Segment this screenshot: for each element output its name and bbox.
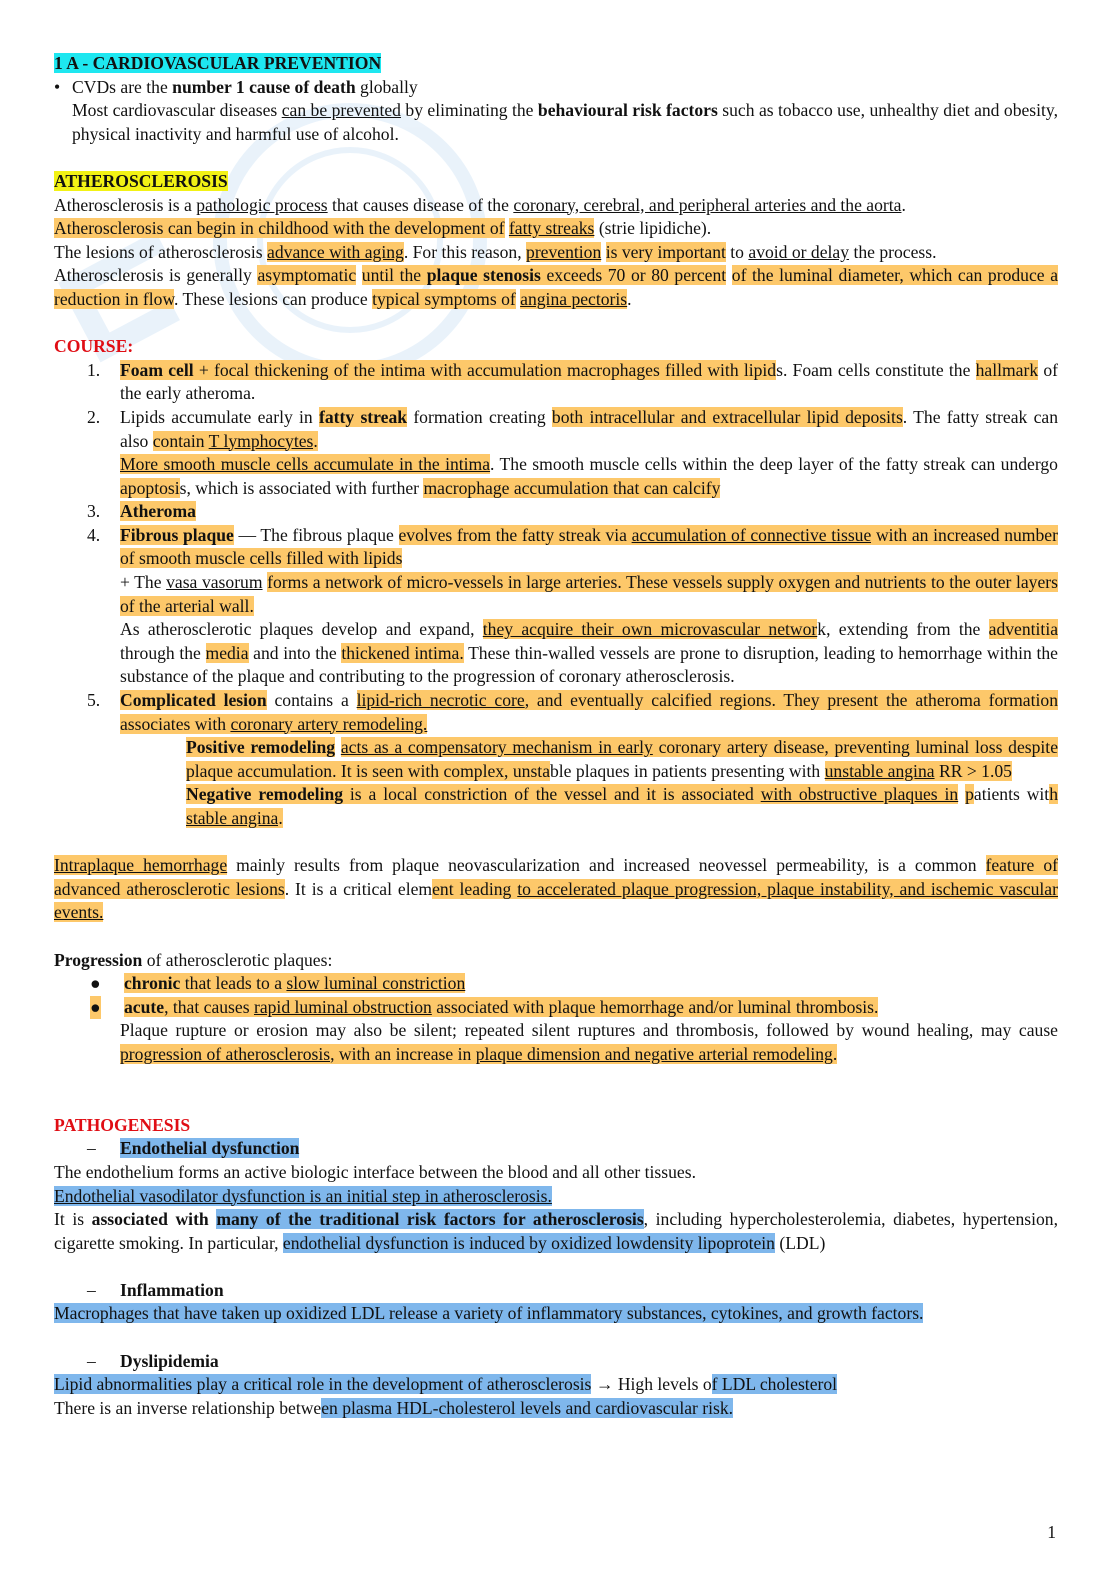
course-heading: COURSE: xyxy=(54,336,134,357)
arrow-right-icon: → xyxy=(595,1374,614,1395)
progression-chronic: ● chronic that leads to a slow luminal constriction xyxy=(54,972,1058,996)
positive-remodeling: Positive remodeling acts as a compensatory mechanism in early coronary artery disease, preventing luminal loss despite plaque accumulation. It is seen with complex, unstable plaques in patients presenting with unstable angina RR > 1.05 xyxy=(186,737,1058,781)
page-number: 1 xyxy=(1047,1522,1056,1542)
athero-p3: The lesions of atherosclerosis advance with aging. For this reason, prevention is very important to avoid or delay the process. xyxy=(54,241,937,262)
inflammation-heading: – Inflammation xyxy=(87,1279,224,1300)
doc-title: 1 A - CARDIOVASCULAR PREVENTION xyxy=(54,53,382,73)
intro-bullet: • CVDs are the number 1 cause of death globally xyxy=(54,76,1058,100)
bullet-icon: ● xyxy=(90,996,101,1020)
endothelial-p1: The endothelium forms an active biologic interface between the blood and all other tissues. xyxy=(54,1161,696,1182)
inflammation-p: Macrophages that have taken up oxidized LDL release a variety of inflammatory substances, cytokines, and growth factors. xyxy=(54,1303,924,1324)
bullet-icon: • xyxy=(54,76,61,97)
negative-remodeling: Negative remodeling is a local constriction of the vessel and it is associated with obstructive plaques in patients with stable angina. xyxy=(186,784,1058,828)
endothelial-p3: It is associated with many of the traditional risk factors for atherosclerosis, including hypercholesterolemia, diabetes, hypertension, cigarette smoking. In particular, endothelial dysfunction is induced by oxidized lowdensity lipoprotein (LDL) xyxy=(54,1209,1058,1253)
athero-p4: Atherosclerosis is generally asymptomatic until the plaque stenosis exceeds 70 or 80 percent of the luminal diameter, which can produce a reduction in flow. These lesions can produce typical symptoms of angina pectoris. xyxy=(54,265,1058,309)
progression-acute: ● acute, that causes rapid luminal obstruction associated with plaque hemorrhage and/or luminal thrombosis. xyxy=(54,996,1058,1020)
course-item-3: 3. Atheroma xyxy=(87,501,196,522)
endothelial-heading: – Endothelial dysfunction xyxy=(87,1138,300,1159)
dyslipidemia-heading: – Dyslipidemia xyxy=(87,1350,219,1371)
dyslipidemia-p1: Lipid abnormalities play a critical role in the development of atherosclerosis → High levels of LDL cholesterol xyxy=(54,1374,838,1395)
dyslipidemia-p2: There is an inverse relationship between plasma HDL-cholesterol levels and cardiovascular risk. xyxy=(54,1397,734,1418)
progression-heading: Progression of atherosclerotic plaques: xyxy=(54,949,333,970)
course-item-1: 1. Foam cell + focal thickening of the intima with accumulation macrophages filled with lipids. Foam cells constitute the hallmark of the early atheroma. xyxy=(87,359,1059,404)
pathogenesis-heading: PATHOGENESIS xyxy=(54,1114,191,1135)
course-item-4: 4. Fibrous plaque — The fibrous plaque evolves from the fatty streak via accumulation of connective tissue with an increased number of smooth muscle cells filled with lipids + The vasa vasorum forms a network of micro-vessels in large arteries. These vessels supply oxygen and nutrients to the outer layers of the arterial wall. As atherosclerotic plaques develop and expand, they acquire their own microvascular network, extending from the adventitia through the media and into the thickened intima. These thin-walled vessels are prone to disruption, leading to hemorrhage within the substance of the plaque and contributing to the progression of coronary atherosclerosis. xyxy=(87,524,1059,687)
athero-p1: Atherosclerosis is a pathologic process that causes disease of the coronary, cerebral, and peripheral arteries and the aorta. xyxy=(54,194,906,215)
athero-heading: ATHEROSCLEROSIS xyxy=(54,170,228,191)
athero-p2: Atherosclerosis can begin in childhood with the development of fatty streaks (strie lipidiche). xyxy=(54,218,712,239)
course-item-5: 5. Complicated lesion contains a lipid-rich necrotic core, and eventually calcified regions. They present the atheroma formation associates with coronary artery remodeling. xyxy=(87,690,1058,734)
progression-paragraph: Plaque rupture or erosion may also be silent; repeated silent ruptures and thrombosis, followed by wound healing, may cause progression of atherosclerosis, with an increase in plaque dimension and negative arterial remodeling. xyxy=(120,1020,1058,1064)
document-page xyxy=(54,52,1058,1420)
hemorrhage-paragraph: Intraplaque hemorrhage mainly results from plaque neovascularization and increased neovessel permeability, is a common feature of advanced atherosclerotic lesions. It is a critical element leading to accelerated plaque progression, plaque instability, and ischemic vascular events. xyxy=(54,855,1059,923)
intro-text: Most cardiovascular diseases can be prevented by eliminating the behavioural risk factors such as tobacco use, unhealthy diet and obesity, physical inactivity and harmful use of alcohol. xyxy=(72,100,1058,144)
endothelial-p2: Endothelial vasodilator dysfunction is an initial step in atherosclerosis. xyxy=(54,1185,552,1206)
bullet-icon: ● xyxy=(90,973,101,994)
course-item-2: 2. Lipids accumulate early in fatty streak formation creating both intracellular and extracellular lipid deposits. The fatty streak can also contain T lymphocytes. More smooth muscle cells accumulate in the intima. The smooth muscle cells within the deep layer of the fatty streak can undergo apoptosis, which is associated with further macrophage accumulation that can calcify xyxy=(87,406,1058,498)
